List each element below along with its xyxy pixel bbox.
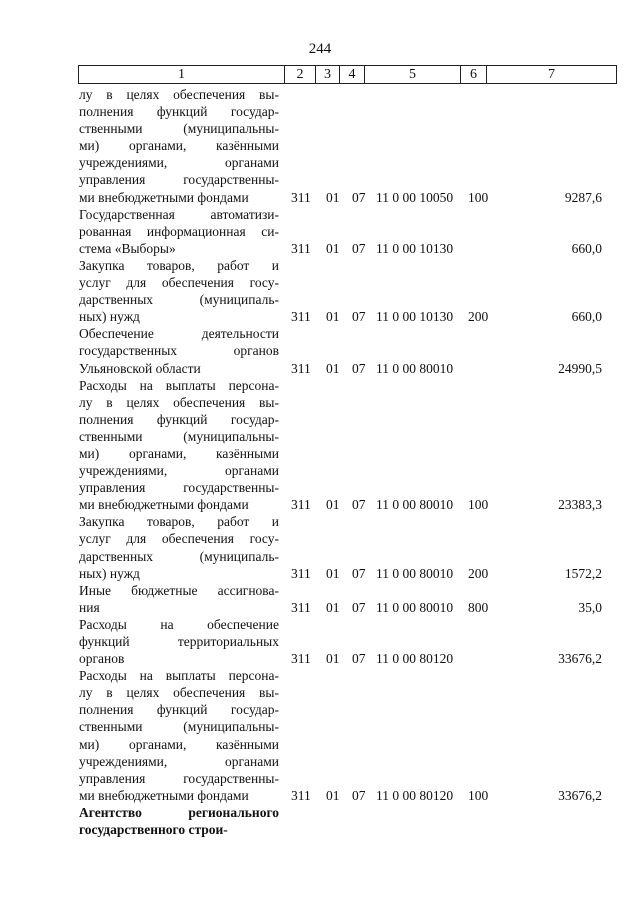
description-line: услуг для обеспечения госу- <box>79 531 279 547</box>
budget-rows <box>0 86 640 838</box>
column-header-3: 3 <box>316 66 340 84</box>
description-line: ственными (муниципальны- <box>79 719 279 735</box>
subsection-code: 07 <box>352 309 366 325</box>
description-line: дарственных (муниципаль- <box>79 292 279 308</box>
description-line: дарственных (муниципаль- <box>79 548 279 564</box>
description-line: управления государственны- <box>79 770 279 786</box>
admin-code: 311 <box>291 189 311 205</box>
row-codes <box>0 565 640 582</box>
description-line: ми) органами, казёнными <box>79 736 279 752</box>
column-header-7: 7 <box>487 66 617 84</box>
amount: 9287,6 <box>564 189 602 205</box>
subsection-code: 07 <box>352 787 366 803</box>
description-line: лу в целях обеспечения вы- <box>79 394 279 410</box>
description-line: ми) органами, казёнными <box>79 445 279 461</box>
table-row <box>0 804 640 838</box>
admin-code: 311 <box>291 309 311 325</box>
description-line: Расходы на обеспечение <box>79 616 279 632</box>
description-line: ственными (муниципальны- <box>79 121 279 137</box>
description-line: ственными (муниципальны- <box>79 428 279 444</box>
target-article-code: 11 0 00 10130 <box>376 240 454 256</box>
description-line: полнения функций государ- <box>79 104 279 120</box>
subsection-code: 07 <box>352 497 366 513</box>
description-line: Закупка товаров, работ и <box>79 514 279 530</box>
expense-type-code: 100 <box>468 189 489 205</box>
amount: 660,0 <box>571 240 602 256</box>
expense-type-code: 100 <box>468 787 489 803</box>
description-line: стема «Выборы» <box>79 240 176 256</box>
subsection-code: 07 <box>352 599 366 615</box>
target-article-code: 11 0 00 80010 <box>376 599 454 615</box>
description-line: полнения функций государ- <box>79 411 279 427</box>
admin-code: 311 <box>291 497 311 513</box>
description-line: управления государственны- <box>79 480 279 496</box>
description-line: Расходы на выплаты персона- <box>79 377 279 393</box>
section-code: 01 <box>326 360 340 376</box>
section-code: 01 <box>326 189 340 205</box>
description-line: Государственная автоматизи- <box>79 206 279 222</box>
description-line: ми) органами, казёнными <box>79 138 279 154</box>
table-row <box>0 667 640 804</box>
column-header-2: 2 <box>285 66 316 84</box>
amount: 35,0 <box>578 599 602 615</box>
expense-type-code: 200 <box>468 565 489 581</box>
description-line: управления государственны- <box>79 172 279 188</box>
table-row <box>0 206 640 257</box>
table-row <box>0 257 640 325</box>
description-line: лу в целях обеспечения вы- <box>79 685 279 701</box>
description-line: ми внебюджетными фондами <box>79 189 249 205</box>
target-article-code: 11 0 00 80120 <box>376 651 454 667</box>
expense-type-code: 100 <box>468 497 489 513</box>
target-article-code: 11 0 00 80010 <box>376 565 454 581</box>
row-codes <box>0 821 640 838</box>
description-line: Иные бюджетные ассигнова- <box>79 582 279 598</box>
description-line: ми внебюджетными фондами <box>79 497 249 513</box>
description-line: Закупка товаров, работ и <box>79 257 279 273</box>
description-line: ми внебюджетными фондами <box>79 787 249 803</box>
target-article-code: 11 0 00 10050 <box>376 189 454 205</box>
page-number: 244 <box>308 41 332 57</box>
subsection-code: 07 <box>352 240 366 256</box>
admin-code: 311 <box>291 240 311 256</box>
description-line: органов <box>79 651 125 667</box>
admin-code: 311 <box>291 565 311 581</box>
description-line: рованная информационная си- <box>79 223 279 239</box>
amount: 1572,2 <box>564 565 602 581</box>
column-header-4: 4 <box>340 66 365 84</box>
description-line: Обеспечение деятельности <box>79 326 279 342</box>
description-line: ных) нужд <box>79 565 140 581</box>
subsection-code: 07 <box>352 565 366 581</box>
expense-type-code: 200 <box>468 309 489 325</box>
admin-code: 311 <box>291 599 311 615</box>
amount: 33676,2 <box>558 651 602 667</box>
description-line: лу в целях обеспечения вы- <box>79 87 279 102</box>
section-code: 01 <box>326 565 340 581</box>
subsection-code: 07 <box>352 651 366 667</box>
row-codes <box>0 308 640 325</box>
row-codes <box>0 189 640 206</box>
target-article-code: 11 0 00 10130 <box>376 309 454 325</box>
section-code: 01 <box>326 497 340 513</box>
target-article-code: 11 0 00 80010 <box>376 360 454 376</box>
table-row <box>0 377 640 514</box>
row-codes <box>0 650 640 667</box>
amount: 33676,2 <box>558 787 602 803</box>
row-description <box>79 667 279 804</box>
section-code: 01 <box>326 787 340 803</box>
column-header-1: 1 <box>79 66 285 84</box>
section-code: 01 <box>326 309 340 325</box>
amount: 24990,5 <box>558 360 602 376</box>
row-codes <box>0 787 640 804</box>
description-line: государственного строи- <box>79 822 228 838</box>
description-line: учреждениями, органами <box>79 753 279 769</box>
description-line: учреждениями, органами <box>79 155 279 171</box>
amount: 23383,3 <box>558 497 602 513</box>
row-codes <box>0 496 640 513</box>
table-row <box>0 582 640 616</box>
column-header-6: 6 <box>461 66 487 84</box>
admin-code: 311 <box>291 360 311 376</box>
description-line: учреждениями, органами <box>79 463 279 479</box>
description-line: ния <box>79 599 100 615</box>
description-line: государственных органов <box>79 343 279 359</box>
target-article-code: 11 0 00 80120 <box>376 787 454 803</box>
target-article-code: 11 0 00 80010 <box>376 497 454 513</box>
section-code: 01 <box>326 651 340 667</box>
column-header-5: 5 <box>365 66 461 84</box>
row-codes <box>0 240 640 257</box>
row-codes <box>0 360 640 377</box>
subsection-code: 07 <box>352 189 366 205</box>
description-line: ных) нужд <box>79 309 140 325</box>
section-code: 01 <box>326 240 340 256</box>
row-codes <box>0 599 640 616</box>
table-row <box>0 513 640 581</box>
admin-code: 311 <box>291 651 311 667</box>
description-line: функций территориальных <box>79 634 279 649</box>
description-line: услуг для обеспечения госу- <box>79 275 279 291</box>
admin-code: 311 <box>291 787 311 803</box>
description-line: Ульяновской области <box>79 360 201 376</box>
description-line: Расходы на выплаты персона- <box>79 668 279 684</box>
description-line: полнения функций государ- <box>79 702 279 718</box>
table-row <box>0 616 640 667</box>
row-description <box>79 377 279 514</box>
amount: 660,0 <box>571 309 602 325</box>
table-row <box>0 325 640 376</box>
description-line: Агентство регионального <box>79 804 279 820</box>
table-row <box>0 86 640 206</box>
expense-type-code: 800 <box>468 599 489 615</box>
column-header-table <box>78 65 617 84</box>
subsection-code: 07 <box>352 360 366 376</box>
section-code: 01 <box>326 599 340 615</box>
